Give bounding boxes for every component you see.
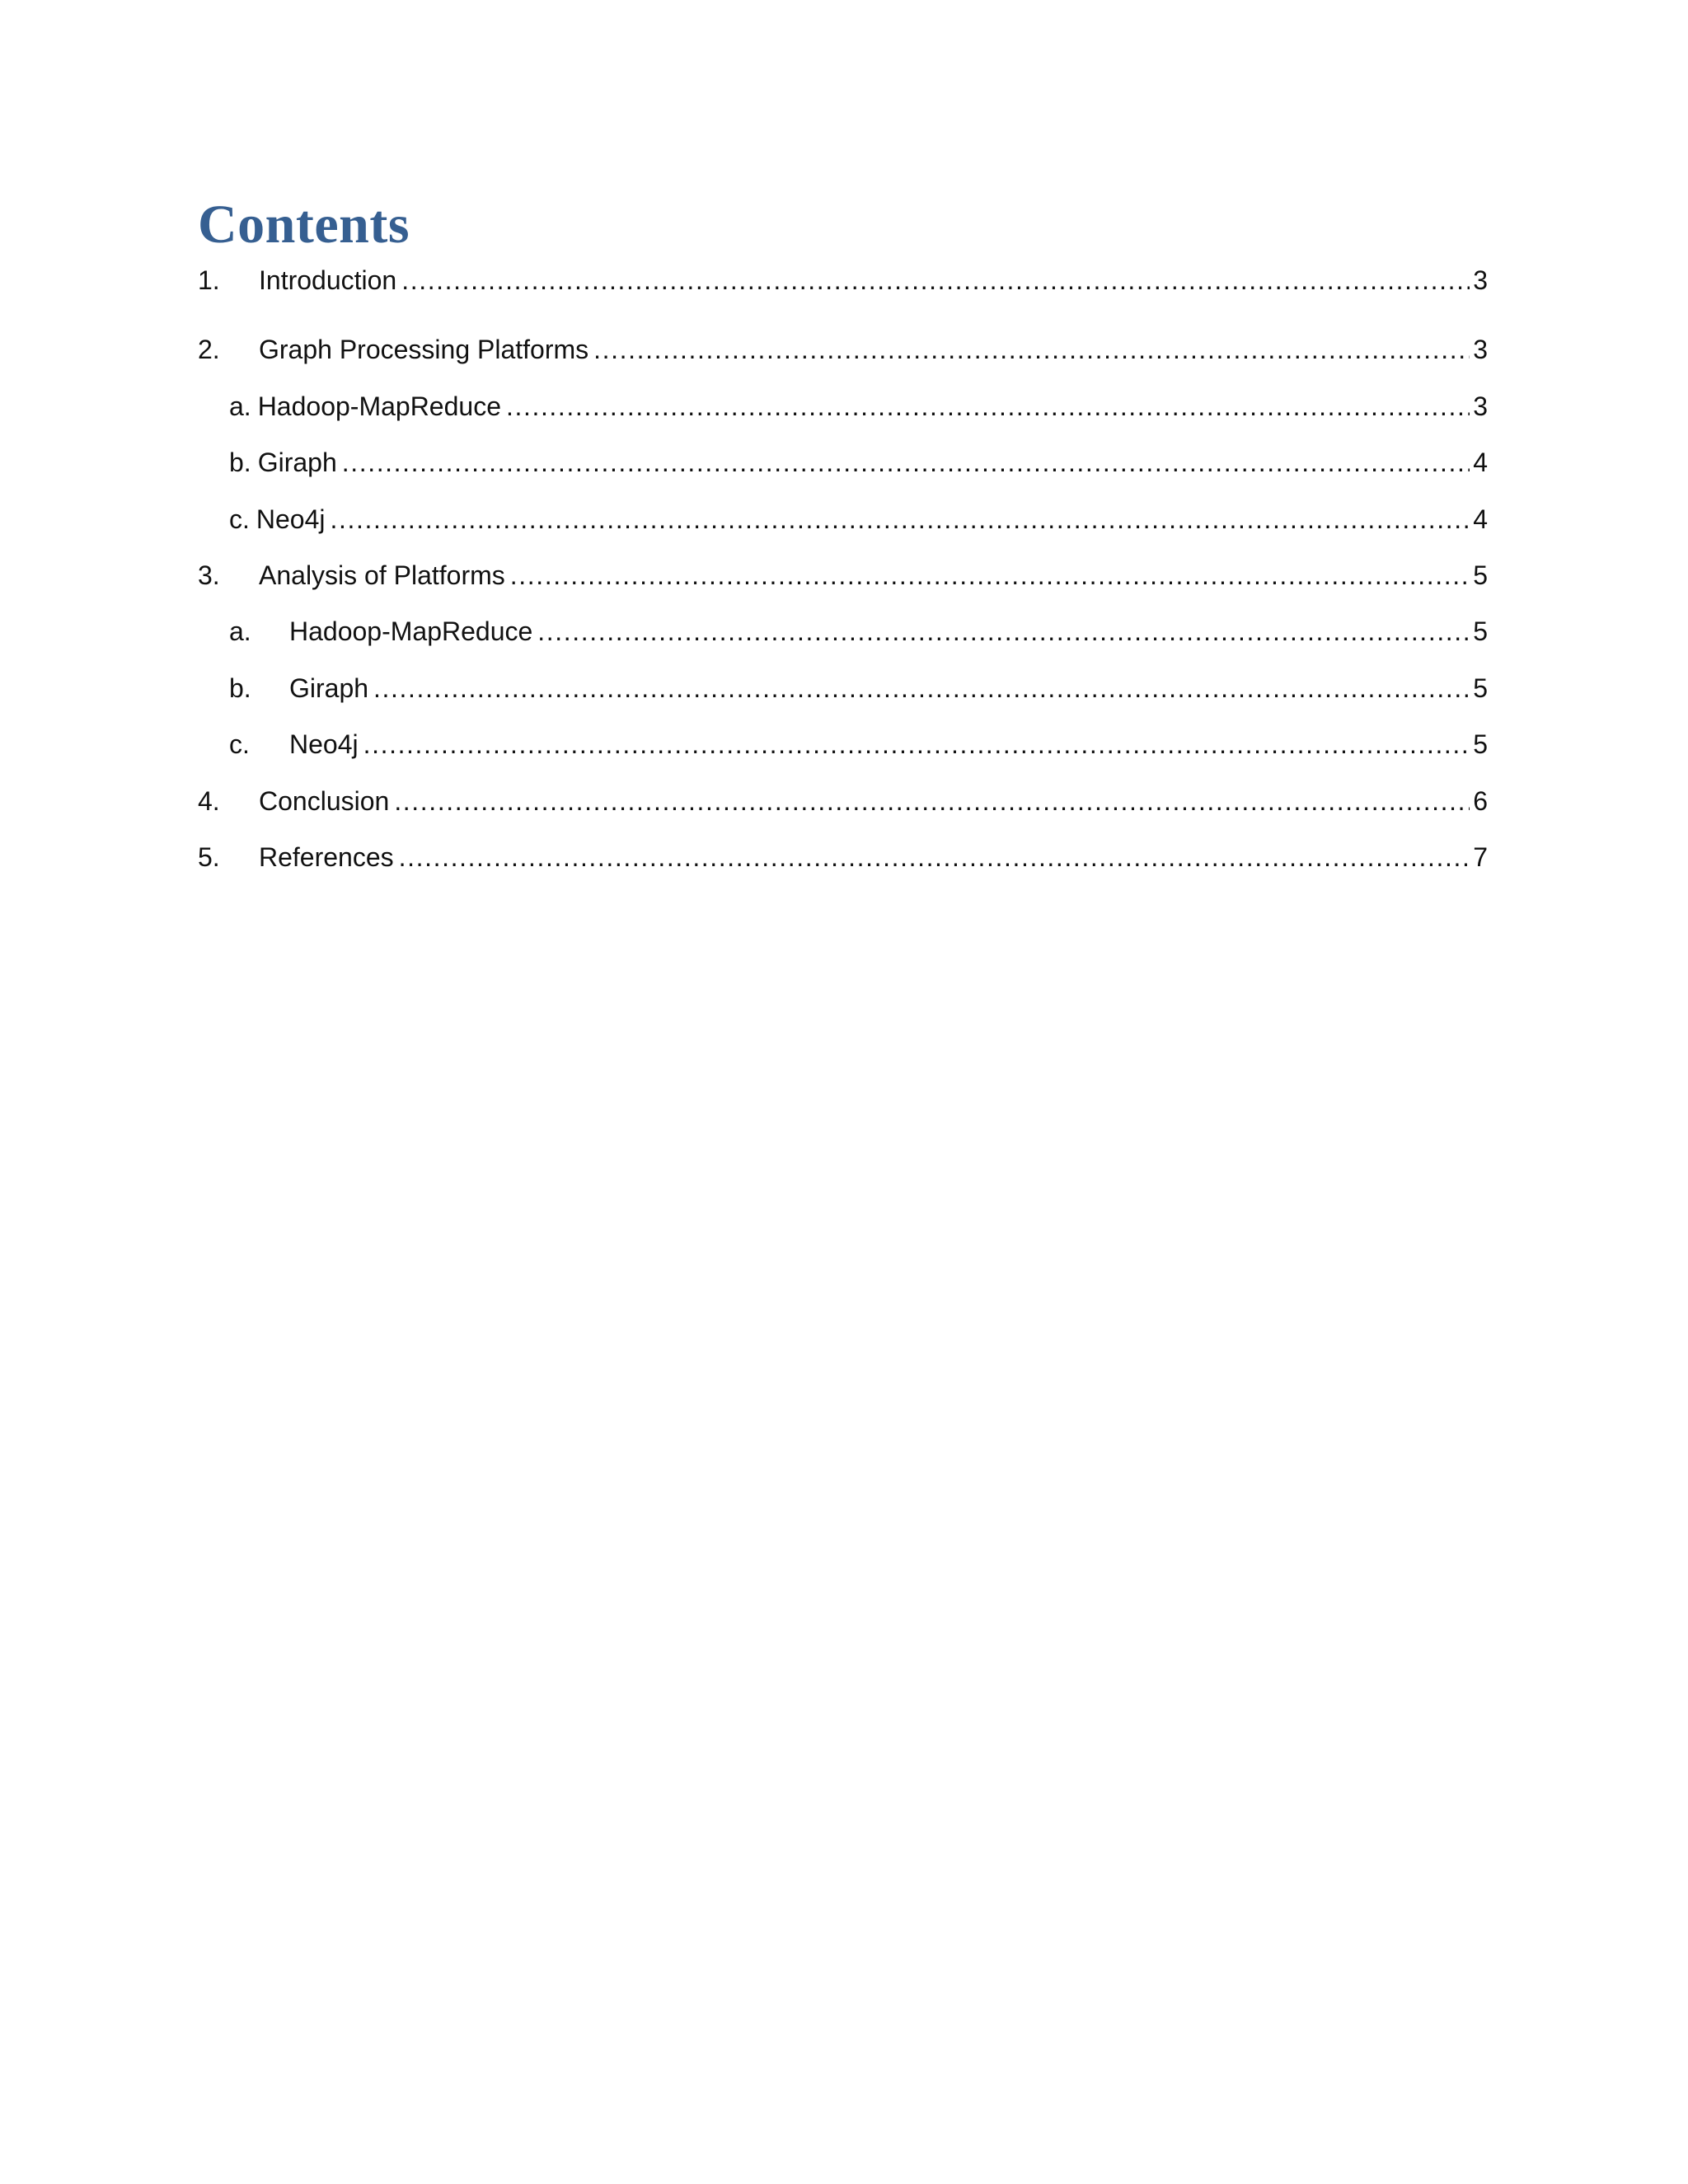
toc-entry-label: References xyxy=(259,841,394,872)
toc-entry-page: 5 xyxy=(1473,616,1488,647)
toc-entry-label: Hadoop-MapReduce xyxy=(257,391,501,421)
toc-entry-label: Introduction xyxy=(259,265,397,295)
toc-entry-number: 1. xyxy=(198,265,220,295)
toc-entry-page: 6 xyxy=(1473,785,1488,816)
toc-entry-analysis-neo4j[interactable] xyxy=(198,716,1488,772)
dot-leader xyxy=(537,603,1470,659)
toc-entry-number: b. xyxy=(229,448,251,478)
toc-entry-number: 4. xyxy=(198,785,220,816)
toc-entry-page: 4 xyxy=(1473,448,1488,478)
toc-entry-label: Analysis of Platforms xyxy=(259,560,505,590)
toc-entry-number: 2. xyxy=(198,335,220,365)
toc-entry-neo4j[interactable] xyxy=(198,491,1488,547)
toc-entry-label: Giraph xyxy=(289,673,369,703)
toc-entry-page: 5 xyxy=(1473,673,1488,703)
dot-leader xyxy=(510,547,1470,603)
toc-entry-number: 3. xyxy=(198,560,220,590)
toc-entry-references[interactable] xyxy=(198,829,1488,885)
toc-entry-analysis-of-platforms[interactable] xyxy=(198,547,1488,603)
toc-entry-page: 3 xyxy=(1473,391,1488,421)
dot-leader xyxy=(593,321,1470,377)
toc-entry-label: Graph Processing Platforms xyxy=(259,335,589,365)
dot-leader xyxy=(331,491,1470,547)
toc-entry-conclusion[interactable] xyxy=(198,773,1488,829)
toc-entry-graph-processing-platforms[interactable] xyxy=(198,321,1488,377)
toc-entry-analysis-giraph[interactable] xyxy=(198,660,1488,716)
toc-entry-analysis-hadoop-mapreduce[interactable] xyxy=(198,603,1488,659)
toc-entry-label: Hadoop-MapReduce xyxy=(289,616,533,647)
toc-entry-introduction[interactable] xyxy=(198,265,1488,295)
toc-entry-number: c. xyxy=(229,729,250,760)
toc-entry-number: c. xyxy=(229,504,250,534)
table-of-contents xyxy=(198,194,1488,885)
toc-entry-number: 5. xyxy=(198,841,220,872)
dot-leader xyxy=(363,716,1470,772)
toc-entry-giraph[interactable] xyxy=(198,434,1488,490)
toc-entry-number: a. xyxy=(229,616,251,647)
toc-title: Contents xyxy=(198,194,410,255)
dot-leader xyxy=(401,265,1470,295)
toc-entry-page: 5 xyxy=(1473,560,1488,590)
dot-leader xyxy=(506,378,1470,434)
dot-leader xyxy=(394,773,1470,829)
toc-entry-number: b. xyxy=(229,673,251,703)
dot-leader xyxy=(373,660,1470,716)
toc-entry-page: 3 xyxy=(1473,265,1488,295)
toc-entry-label: Neo4j xyxy=(289,729,359,760)
toc-entry-number: a. xyxy=(229,391,251,421)
dot-leader xyxy=(342,434,1470,490)
toc-entry-page: 7 xyxy=(1473,841,1488,872)
toc-entry-label: Neo4j xyxy=(256,504,326,534)
toc-list xyxy=(198,265,1488,885)
dot-leader xyxy=(399,829,1470,885)
toc-entry-label: Conclusion xyxy=(259,785,390,816)
toc-entry-hadoop-mapreduce[interactable] xyxy=(198,378,1488,434)
toc-entry-label: Giraph xyxy=(257,448,337,478)
toc-entry-page: 5 xyxy=(1473,729,1488,760)
toc-entry-page: 3 xyxy=(1473,335,1488,365)
toc-entry-page: 4 xyxy=(1473,504,1488,534)
